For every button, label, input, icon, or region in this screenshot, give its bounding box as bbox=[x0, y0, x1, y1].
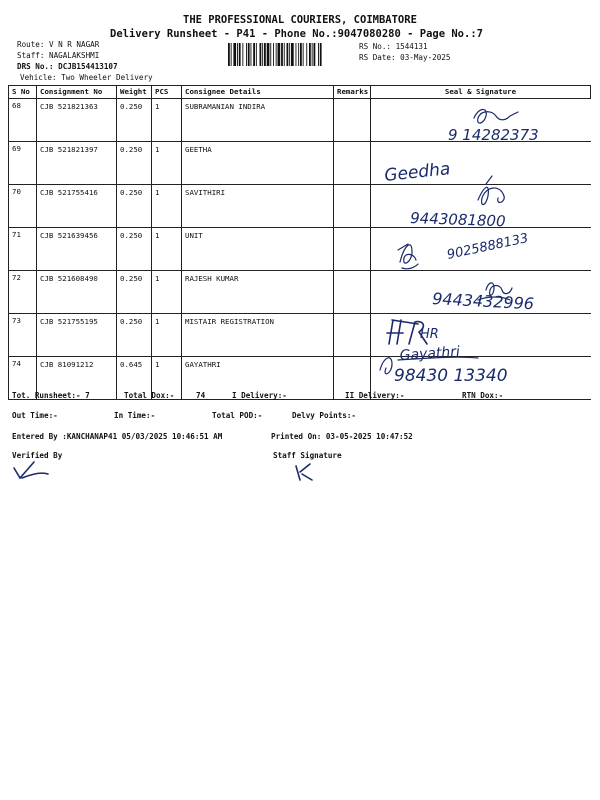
table-row bbox=[9, 357, 591, 400]
i-delivery: I Delivery:- bbox=[232, 391, 287, 400]
cell-consignment: CJB 521755195 bbox=[37, 314, 117, 357]
col-seal-signature: Seal & Signature bbox=[371, 86, 591, 99]
barcode-bar bbox=[256, 43, 257, 66]
cell-pcs: 1 bbox=[152, 271, 182, 314]
cell-consignee: SUBRAMANIAN INDIRA bbox=[182, 99, 334, 142]
cell-consignee: RAJESH KUMAR bbox=[182, 271, 334, 314]
signature-68-phone: 9 14282373 bbox=[448, 126, 539, 144]
cell-sno: 74 bbox=[9, 357, 37, 400]
col-sno: S No bbox=[9, 86, 37, 99]
cell-pcs: 1 bbox=[152, 228, 182, 271]
col-weight: Weight bbox=[117, 86, 152, 99]
barcode-bar bbox=[287, 43, 289, 66]
barcode-bar bbox=[281, 43, 283, 66]
cell-weight: 0.250 bbox=[117, 228, 152, 271]
total-dox-label: Total Dox:- bbox=[124, 391, 175, 400]
barcode-bar bbox=[314, 43, 316, 66]
cell-consignment: CJB 521821397 bbox=[37, 142, 117, 185]
total-pod: Total POD:- bbox=[212, 411, 263, 420]
barcode-bar bbox=[318, 43, 319, 66]
table-header-row bbox=[9, 86, 591, 99]
cell-consignee: SAVITHIRI bbox=[182, 185, 334, 228]
cell-consignment: CJB 81091212 bbox=[37, 357, 117, 400]
out-time: Out Time:- bbox=[12, 411, 58, 420]
barcode-bar bbox=[320, 43, 322, 66]
cell-sno: 73 bbox=[9, 314, 37, 357]
rtn-dox: RTN Dox:- bbox=[462, 391, 504, 400]
col-consignee: Consignee Details bbox=[182, 86, 334, 99]
entered-by: Entered By :KANCHANAP41 05/03/2025 10:46:51 AM bbox=[12, 432, 223, 441]
cell-signature bbox=[371, 99, 591, 142]
barcode-bar bbox=[260, 43, 262, 66]
total-dox-value: 74 bbox=[196, 391, 206, 400]
cell-weight: 0.250 bbox=[117, 142, 152, 185]
delvy-points: Delvy Points:- bbox=[292, 411, 357, 420]
barcode-bar bbox=[228, 43, 230, 66]
vehicle: Vehicle: Two Wheeler Delivery bbox=[20, 73, 153, 82]
barcode-bar bbox=[253, 43, 255, 66]
col-remarks: Remarks bbox=[334, 86, 371, 99]
barcode-bar bbox=[273, 43, 274, 66]
table-row bbox=[9, 142, 591, 185]
route: Route: V N R NAGAR bbox=[17, 40, 100, 49]
barcode bbox=[228, 43, 352, 66]
barcode-bar bbox=[303, 43, 304, 66]
cell-weight: 0.250 bbox=[117, 99, 152, 142]
cell-weight: 0.645 bbox=[117, 357, 152, 400]
cell-pcs: 1 bbox=[152, 314, 182, 357]
signature-72-phone: 9443432996 bbox=[431, 289, 535, 314]
col-consignment: Consignment No bbox=[37, 86, 117, 99]
rs-date: RS Date: 03-May-2025 bbox=[359, 53, 451, 62]
verified-by-mark bbox=[14, 462, 48, 478]
cell-consignee: GEETHA bbox=[182, 142, 334, 185]
cell-weight: 0.250 bbox=[117, 314, 152, 357]
signature-70-phone: 9443081800 bbox=[409, 209, 506, 231]
barcode-bar bbox=[264, 43, 266, 66]
cell-consignee: UNIT bbox=[182, 228, 334, 271]
cell-weight: 0.250 bbox=[117, 185, 152, 228]
cell-pcs: 1 bbox=[152, 99, 182, 142]
signature-73-mark: HR bbox=[420, 327, 439, 342]
barcode-bar bbox=[296, 43, 297, 66]
barcode-bar bbox=[300, 43, 302, 66]
barcode-bar bbox=[231, 43, 232, 66]
cell-pcs: 1 bbox=[152, 185, 182, 228]
signature-74-phone: 98430 13340 bbox=[394, 366, 508, 386]
cell-pcs: 1 bbox=[152, 142, 182, 185]
barcode-bar bbox=[242, 43, 243, 66]
staff-signature: Staff Signature bbox=[273, 451, 342, 460]
cell-consignment: CJB 521639456 bbox=[37, 228, 117, 271]
cell-signature bbox=[371, 271, 591, 314]
barcode-bar bbox=[246, 43, 247, 66]
runsheet-table bbox=[8, 85, 591, 400]
ii-delivery: II Delivery:- bbox=[345, 391, 405, 400]
cell-sno: 68 bbox=[9, 99, 37, 142]
barcode-bar bbox=[309, 43, 311, 66]
cell-sno: 70 bbox=[9, 185, 37, 228]
barcode-bar bbox=[262, 43, 263, 66]
cell-signature bbox=[371, 314, 591, 357]
barcode-bar bbox=[289, 43, 290, 66]
cell-consignment: CJB 521608490 bbox=[37, 271, 117, 314]
barcode-bar bbox=[239, 43, 241, 66]
cell-remarks bbox=[334, 99, 371, 142]
barcode-bar bbox=[298, 43, 299, 66]
barcode-bar bbox=[312, 43, 313, 66]
barcode-bar bbox=[248, 43, 250, 66]
barcode-bar bbox=[278, 43, 281, 66]
table-row bbox=[9, 228, 591, 271]
cell-sno: 69 bbox=[9, 142, 37, 185]
barcode-bar bbox=[276, 43, 277, 66]
table-row bbox=[9, 314, 591, 357]
cell-signature bbox=[371, 228, 591, 271]
col-pcs: PCS bbox=[152, 86, 182, 99]
cell-consignment: CJB 521755416 bbox=[37, 185, 117, 228]
cell-signature bbox=[371, 185, 591, 231]
drs-no: DRS No.: DCJB154413107 bbox=[17, 62, 118, 71]
cell-weight: 0.250 bbox=[117, 271, 152, 314]
cell-sno: 71 bbox=[9, 228, 37, 271]
barcode-bar bbox=[251, 43, 252, 66]
barcode-bar bbox=[284, 43, 285, 66]
runsheet-title: Delivery Runsheet - P41 - Phone No.:9047080280 - Page No.:7 bbox=[110, 28, 483, 40]
barcode-bar bbox=[237, 43, 238, 66]
signature-69-name: Geedha bbox=[383, 159, 452, 186]
cell-sno: 72 bbox=[9, 271, 37, 314]
cell-pcs: 1 bbox=[152, 357, 182, 400]
barcode-bar bbox=[291, 43, 294, 66]
cell-remarks bbox=[334, 228, 371, 271]
table-row bbox=[9, 271, 591, 314]
barcode-bar bbox=[233, 43, 236, 66]
staff-signature-mark bbox=[296, 464, 312, 480]
printed-on: Printed On: 03-05-2025 10:47:52 bbox=[271, 432, 413, 441]
barcode-bar bbox=[306, 43, 307, 66]
cell-signature bbox=[371, 142, 591, 185]
verified-by: Verified By bbox=[12, 451, 63, 460]
tot-runsheet: Tot. Runsheet:- 7 bbox=[12, 391, 90, 400]
cell-consignee: GAYATHRI bbox=[182, 357, 334, 400]
staff: Staff: NAGALAKSHMI bbox=[17, 51, 100, 60]
company-title: THE PROFESSIONAL COURIERS, COIMBATORE bbox=[183, 14, 417, 26]
barcode-bar bbox=[267, 43, 270, 66]
rs-no: RS No.: 1544131 bbox=[359, 42, 428, 51]
signature-71-phone: 9025888133 bbox=[445, 231, 530, 263]
table-row bbox=[9, 185, 591, 228]
cell-consignee: MISTAIR REGISTRATION bbox=[182, 314, 334, 357]
barcode-bar bbox=[270, 43, 271, 66]
table-row bbox=[9, 99, 591, 142]
signature-74-name: Gayathri bbox=[399, 343, 461, 364]
cell-remarks bbox=[334, 185, 371, 228]
cell-remarks bbox=[334, 271, 371, 314]
cell-remarks bbox=[334, 142, 371, 185]
cell-remarks bbox=[334, 314, 371, 357]
cell-consignment: CJB 521821363 bbox=[37, 99, 117, 142]
in-time: In Time:- bbox=[114, 411, 156, 420]
